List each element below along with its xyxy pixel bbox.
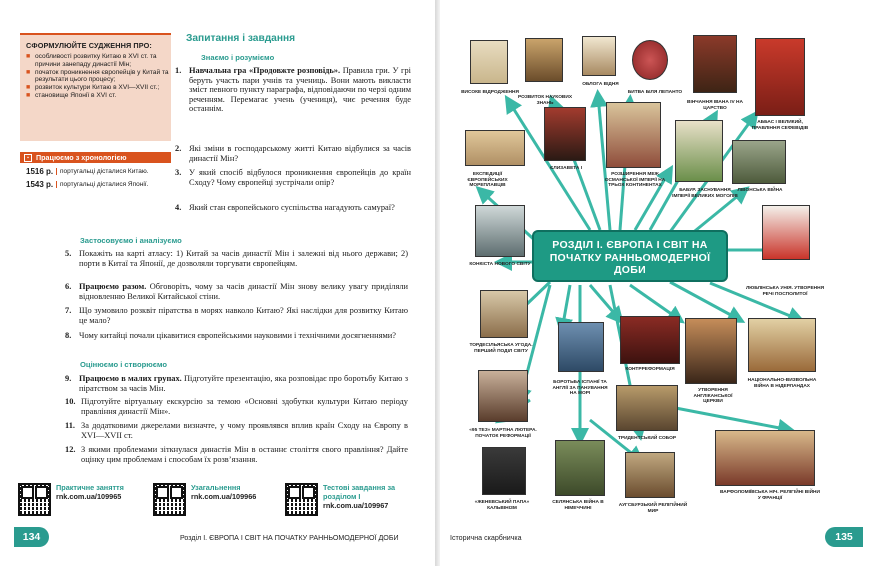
page-number: 134: [14, 527, 49, 547]
map-image: [465, 130, 525, 166]
sea-battle-image: [558, 322, 604, 372]
task-item: 12. З якими проблемами зіткнулася династія Мін в останнє століття свого правління? Дайте оцінку цим проблемам і способам їх розв’язання.: [65, 445, 408, 464]
caption: БОРОТЬБА ІСПАНІЇ ТА АНГЛІЇ ЗА ПАНУВАННЯ НА МОРІ: [552, 380, 608, 396]
caption: ЄЛИЗАВЕТА I: [549, 166, 583, 171]
vitruvian-man-image: [470, 40, 508, 84]
chronology-row: [20, 180, 171, 189]
scientist-image: [525, 38, 563, 82]
formulate-list: [26, 53, 171, 100]
task-item: 7. Що зумовило розквіт піратства в морях навколо Китаю? Які наслідки для розвитку Китаю це мало?: [65, 306, 408, 325]
task-item: 3. У який спосіб відбулося проникнення європейців до країн Сходу? Чому європейці зустрічали опір?: [175, 168, 411, 187]
square-bullet-icon: ■: [26, 84, 31, 92]
caption: ВІНЧАННЯ ІВАНА IV НА ЦАРСТВО: [687, 100, 743, 111]
formulate-item: ■ розвиток культури Китаю в XVI—XVII ст.;: [26, 84, 160, 92]
conquest-image: [475, 205, 525, 257]
formulate-title: СФОРМУЛЮЙТЕ СУДЖЕННЯ ПРО:: [26, 41, 152, 50]
caption: ЕКСПЕДИЦІЇ ЄВРОПЕЙСЬКИХ МОРЕПЛАВЦІВ: [467, 172, 508, 188]
netherlands-image: [748, 318, 816, 372]
resource-link[interactable]: rnk.com.ua/109965: [56, 492, 122, 501]
augsburg-image: [625, 452, 675, 498]
abbas-image: [755, 38, 805, 116]
caption: РОЗШИРЕННЯ МЕЖ ОСМАНСЬКОЇ ІМПЕРІЇ НА ТРЬОХ КОНТИНЕНТАХ: [604, 172, 666, 188]
task-item: 8. Чому китайці почали цікавитися європейськими науковими і технічними досягненнями?: [65, 331, 396, 340]
caption: СЕЛЯНСЬКА ВІЙНА В НІМЕЧЧИНІ: [552, 500, 604, 511]
task-item: 5. Покажіть на карті атласу: 1) Китай за часів династії Мін і залежні від нього держави; 2) порти в Китаї та Японії, де дозволяли торгувати європейцям.: [65, 249, 408, 268]
calvin-image: [482, 447, 526, 495]
caption: «ЖЕНЕВСЬКИЙ ПАПА» КАЛЬВІНІЗМ: [474, 500, 530, 511]
caption: «95 ТЕЗ» МАРТІНА ЛЮТЕРА. ПОЧАТОК РЕФОРМАЦІЇ: [469, 428, 537, 439]
coat-of-arms-image: [762, 205, 810, 260]
right-page: [440, 0, 870, 566]
tasks-title: Запитання і завдання: [186, 33, 296, 44]
caption: УТВОРЕННЯ АНГЛІКАНСЬКОЇ ЦЕРКВИ: [693, 388, 733, 404]
task-item: 10. Підготуйте віртуальну екскурсію за темою «Основні здобутки культури Китаю періоду правління династії Мін».: [65, 397, 408, 416]
elizabeth-image: [544, 107, 586, 161]
task-item: 9. Працюємо в малих групах. Підготуйте презентацію, яка розповідає про боротьбу Китаю з піратством за часів Мін.: [65, 374, 408, 393]
resource-practical[interactable]: Практичне заняття rnk.com.ua/109965: [18, 483, 124, 516]
caption: БИТВА БІЛЯ ЛЕПАНТО: [627, 90, 683, 95]
section-apply: Застосовуємо і аналізуємо: [80, 236, 182, 245]
task-item: 11. За додатковими джерелами визначте, у чому проявлявся вплив країн Сходу на Європу в XVI—XVII ст.: [65, 421, 408, 440]
running-title: Історична скарбничка: [450, 534, 522, 542]
section-know: Знаємо і розуміємо: [201, 53, 275, 62]
trident-image: [616, 385, 678, 431]
counter-reformation-image: [620, 316, 680, 364]
caption: КОНТРРЕФОРМАЦІЯ: [625, 367, 675, 372]
formulate-item: ■ особливості розвитку Китаю в XVI ст. та причини занепаду династії Мін;: [26, 53, 157, 68]
bartholomew-image: [715, 430, 815, 486]
resource-summary[interactable]: Узагальнення rnk.com.ua/109966: [153, 483, 256, 516]
caption: КОНКІСТА НОВОГО СВІТУ: [469, 262, 531, 267]
henry-image: [685, 318, 737, 384]
resource-link[interactable]: rnk.com.ua/109966: [191, 492, 257, 501]
caption: ВАРФОЛОМІЇВСЬКА НІЧ. РЕЛІГІЙНІ ВІЙНИ У ФРАНЦІЇ: [720, 490, 820, 501]
square-bullet-icon: ■: [26, 53, 31, 60]
peasant-war-image: [555, 440, 605, 496]
chapter-banner: РОЗДІЛ І. ЄВРОПА І СВІТ НА ПОЧАТКУ РАННЬОМОДЕРНОЇ ДОБИ: [532, 230, 728, 282]
qr-code-icon[interactable]: [18, 483, 51, 516]
chronology-event: португальці дісталися Японії.: [56, 181, 148, 189]
caption: НАЦІОНАЛЬНО-ВИЗВОЛЬНА ВІЙНА В НІДЕРЛАНДАХ: [747, 378, 817, 389]
babur-image: [675, 120, 723, 182]
caption: ТОРДЕСІЛЬЯСЬКА УГОДА. ПЕРШИЙ ПОДІЛ СВІТУ: [469, 343, 533, 354]
chronology-header: [20, 152, 171, 163]
running-title: Розділ І. ЄВРОПА І СВІТ НА ПОЧАТКУ РАННЬОМОДЕРНОЇ ДОБИ: [180, 534, 399, 542]
luther-image: [478, 370, 528, 422]
chronology-box: [20, 152, 171, 189]
caption: АУГСБУРЗЬКИЙ РЕЛІГІЙНИЙ МИР: [618, 503, 688, 514]
caption: РОЗВИТОК НАУКОВИХ ЗНАНЬ: [517, 95, 573, 106]
task-item: 2. Які зміни в господарському житті Китаю відбулися за часів династії Мін?: [175, 144, 411, 163]
lepanto-medal-image: [632, 40, 668, 80]
chronology-row: [20, 167, 171, 176]
caption: ЛЮБЛІНСЬКА УНІЯ. УТВОРЕННЯ РЕЧІ ПОСПОЛИТОЇ: [745, 286, 825, 297]
ottoman-image: [606, 102, 661, 168]
caption: АББАС I ВЕЛИКИЙ, ПРАВЛІННЯ СЕФЕВІДІВ: [751, 120, 809, 131]
caption: ОБЛОГА ВІДНЯ: [582, 82, 619, 87]
qr-code-icon[interactable]: [285, 483, 318, 516]
section-evaluate: Оцінюємо і створюємо: [80, 360, 168, 369]
task-item: 1. Навчальна гра «Продовжте розповідь». Правила гри. У грі беруть участь пари учнів та учениць. Вони мають викласти зміст певного пункту параграфа, відповідаючи по черзі одним реченням. Перемагає учень (учениця), чиє речення буде останнім.: [175, 66, 411, 114]
tordesillas-image: [480, 290, 528, 338]
caption: ЛІВОНСЬКА ВІЙНА: [737, 188, 783, 193]
chronology-year: 1543 р.: [26, 180, 54, 189]
resource-tests[interactable]: Тестові завдання за розділом I rnk.com.ua/109967: [285, 483, 401, 516]
chronology-year: 1516 р.: [26, 167, 54, 176]
formulate-box: [20, 33, 171, 141]
formulate-item: ■ початок проникнення європейців у Китай та результати цього процесу;: [26, 68, 169, 84]
caption: ТРИДЕНТСЬКИЙ СОБОР: [617, 436, 677, 441]
caption: БАБУР. ЗАСНУВАННЯ ІМПЕРІЇ ВЕЛИКИХ МОГОЛІВ: [672, 188, 738, 199]
calendar-icon: ▪: [24, 154, 32, 162]
siege-image: [582, 36, 616, 76]
formulate-item: ■ становище Японії в XVI ст.: [26, 91, 117, 99]
caption: ВИСОКЕ ВІДРОДЖЕННЯ: [461, 90, 519, 95]
ivan-image: [693, 35, 737, 93]
task-item: 6. Працюємо разом. Обговоріть, чому за часів династії Мін знову велику увагу приділяли відновленню Великої Китайської стіни.: [65, 282, 408, 301]
resource-link[interactable]: rnk.com.ua/109967: [323, 501, 389, 510]
square-bullet-icon: ■: [26, 91, 31, 99]
qr-code-icon[interactable]: [153, 483, 186, 516]
chronology-event: португальці дісталися Китаю.: [56, 168, 149, 176]
livonian-war-image: [732, 140, 786, 184]
chronology-title: Працюємо з хронологією: [36, 153, 127, 162]
task-item: 4. Який стан європейського суспільства нагадують самураї?: [175, 203, 395, 212]
square-bullet-icon: ■: [26, 68, 31, 76]
page-number: 135: [825, 527, 863, 547]
